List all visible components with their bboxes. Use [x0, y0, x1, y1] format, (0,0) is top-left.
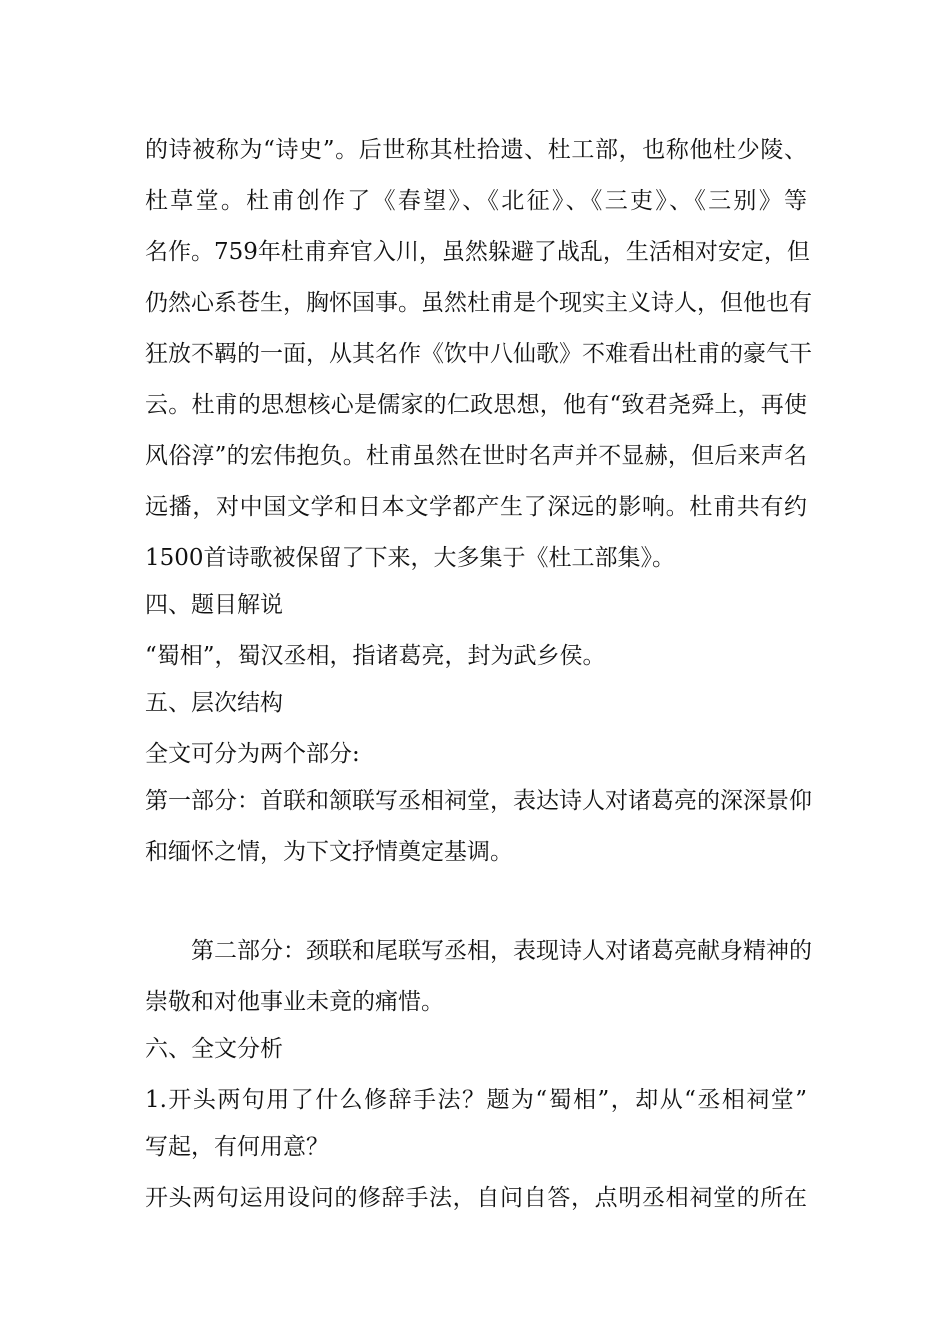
- text-line: 风俗淳”的宏伟抱负。杜甫虽然在世时名声并不显赫，但后来声名: [145, 443, 807, 469]
- text-line: 第一部分：首联和颔联写丞相祠堂，表达诗人对诸葛亮的深深景仰: [145, 788, 812, 814]
- text-line: 的诗被称为“诗史”。后世称其杜拾遗、杜工部，也称他杜少陵、: [145, 137, 807, 163]
- text-line: 全文可分为两个部分:: [145, 741, 360, 767]
- text-line: 狂放不羁的一面，从其名作《饮中八仙歌》不难看出杜甫的豪气干: [145, 341, 812, 367]
- section-heading: 五、层次结构: [145, 690, 283, 716]
- question-line: 1.开头两句用了什么修辞手法？题为“蜀相”，却从“丞相祠堂”: [145, 1087, 807, 1113]
- text-line: 杜草堂。杜甫创作了《春望》、《北征》、《三吏》、《三别》等: [145, 188, 807, 214]
- section-heading: 四、题目解说: [145, 592, 283, 618]
- text-line: 仍然心系苍生，胸怀国事。虽然杜甫是个现实主义诗人，但他也有: [145, 290, 812, 316]
- section-heading: 六、全文分析: [145, 1036, 283, 1062]
- text-line: 崇敬和对他事业未竟的痛惜。: [145, 989, 444, 1015]
- question-line: 写起，有何用意？: [145, 1134, 329, 1160]
- text-line: 名作。759年杜甫弃官入川，虽然躲避了战乱，生活相对安定，但: [145, 239, 810, 265]
- text-line: 和缅怀之情，为下文抒情奠定基调。: [145, 839, 513, 865]
- text-line: 云。杜甫的思想核心是儒家的仁政思想，他有“致君尧舜上，再使: [145, 392, 807, 418]
- text-line: 第二部分：颈联和尾联写丞相，表现诗人对诸葛亮献身精神的: [191, 938, 812, 964]
- text-line: 开头两句运用设问的修辞手法，自问自答，点明丞相祠堂的所在: [145, 1185, 807, 1211]
- text-line: 1500首诗歌被保留了下来，大多集于《杜工部集》。: [145, 545, 676, 571]
- text-line: “蜀相”，蜀汉丞相，指诸葛亮，封为武乡侯。: [145, 643, 606, 669]
- text-line: 远播，对中国文学和日本文学都产生了深远的影响。杜甫共有约: [145, 494, 807, 520]
